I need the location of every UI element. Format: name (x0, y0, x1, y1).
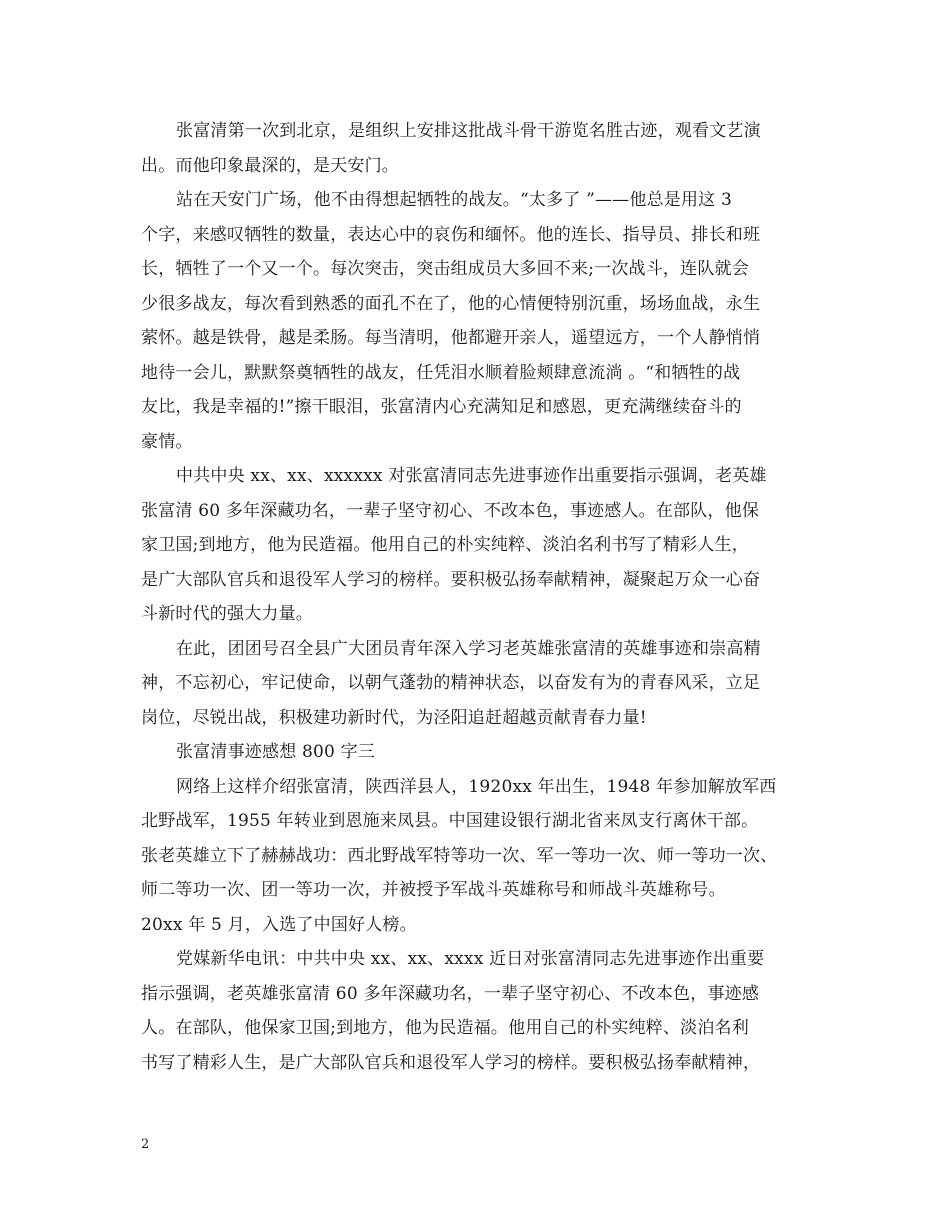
paragraph-line: 人。在部队，他保家卫国;到地方，他为民造福。他用自己的朴实纯粹、淡泊名利 (141, 1018, 749, 1038)
paragraph-line: 个字，来感叹牺牲的数量，表达心中的哀伤和缅怀。他的连长、指导员、排长和班 (141, 224, 761, 245)
paragraph-line: 指示强调，老英雄张富清 60 多年深藏功名，一辈子坚守初心、不改本色，事迹感 (141, 983, 760, 1004)
paragraph-line: 师二等功一次、团一等功一次，并被授予军战斗英雄称号和师战斗英雄称号。 (141, 880, 726, 900)
paragraph (141, 942, 831, 1080)
paragraph-first-line: 站在天安门广场，他不由得想起牺牲的战友。“太多了 ”——他总是用这 3 (176, 190, 733, 210)
paragraph-line: 出。而他印象最深的，是天安门。 (141, 155, 399, 176)
paragraph-line: 斗新时代的强大力量。 (141, 604, 313, 624)
paragraph-first-line: 张富清第一次到北京，是组织上安排这批战斗骨干游览名胜古迹，观看文艺演 (176, 121, 761, 141)
paragraph-line: 神，不忘初心，牢记使命，以朝气蓬勃的精神状态，以奋发有为的青春风采，立足 (141, 673, 761, 693)
paragraph-line: 长，牺牲了一个又一个。每次突击，突击组成员大多回不来;一次战斗，连队就会 (141, 259, 749, 279)
paragraph-first-line: 中共中央 xx、xx、xxxxxx 对张富清同志先进事迹作出重要指示强调，老英雄 (176, 466, 767, 486)
paragraph-line: 地待一会儿，默默祭奠牺牲的战友，任凭泪水顺着脸颊肆意流淌 。“和牺牲的战 (141, 362, 741, 383)
paragraph-line: 少很多战友，每次看到熟悉的面孔不在了，他的心情便特别沉重，场场血战，永生 (141, 293, 761, 314)
paragraph-line: 张富清 60 多年深藏功名，一辈子坚守初心、不改本色，事迹感人。在部队，他保 (141, 500, 760, 521)
paragraph-line: 家卫国;到地方，他为民造福。他用自己的朴实纯粹、淡泊名利书写了精彩人生， (141, 535, 749, 555)
paragraph (141, 735, 831, 770)
paragraph-line: 20xx 年 5 月，入选了中国好人榜。 (141, 914, 417, 935)
paragraph (141, 632, 831, 736)
paragraph (141, 770, 831, 943)
paragraph-line: 萦怀。越是铁骨，越是柔肠。每当清明，他都避开亲人，遥望远方，一个人静悄悄 (141, 328, 761, 348)
paragraph-first-line: 在此，团团号召全县广大团员青年深入学习老英雄张富清的英雄事迹和崇高精 (176, 638, 761, 659)
paragraph (141, 459, 831, 632)
paragraph-line: 豪情。 (141, 431, 193, 452)
paragraph-line: 书写了精彩人生，是广大部队官兵和退役军人学习的榜样。要积极弘扬奉献精神， (141, 1052, 761, 1073)
paragraph-first-line: 张富清事迹感想 800 字三 (176, 742, 376, 762)
page-number: 2 (141, 1137, 150, 1152)
paragraph-line: 友比，我是幸福的!”擦干眼泪，张富清内心充满知足和感恩，更充满继续奋斗的 (141, 397, 742, 417)
paragraph-line: 岗位，尽锐出战，积极建功新时代，为泾阳追赶超越贡献青春力量! (141, 707, 647, 728)
paragraph-line: 是广大部队官兵和退役军人学习的榜样。要积极弘扬奉献精神，凝聚起万众一心奋 (141, 569, 761, 590)
paragraph (141, 183, 831, 459)
paragraph-line: 北野战军，1955 年转业到恩施来凤县。中国建设银行湖北省来凤支行离休干部。 (141, 811, 759, 831)
paragraph-first-line: 网络上这样介绍张富清，陕西洋县人，1920xx 年出生，1948 年参加解放军西 (176, 776, 777, 797)
paragraph-first-line: 党媒新华电讯：中共中央 xx、xx、xxxx 近日对张富清同志先进事迹作出重要 (176, 949, 765, 969)
paragraph-line: 张老英雄立下了赫赫战功：西北野战军特等功一次、军一等功一次、师一等功一次、 (141, 845, 778, 866)
paragraph (141, 114, 831, 183)
document-body (141, 114, 831, 1080)
